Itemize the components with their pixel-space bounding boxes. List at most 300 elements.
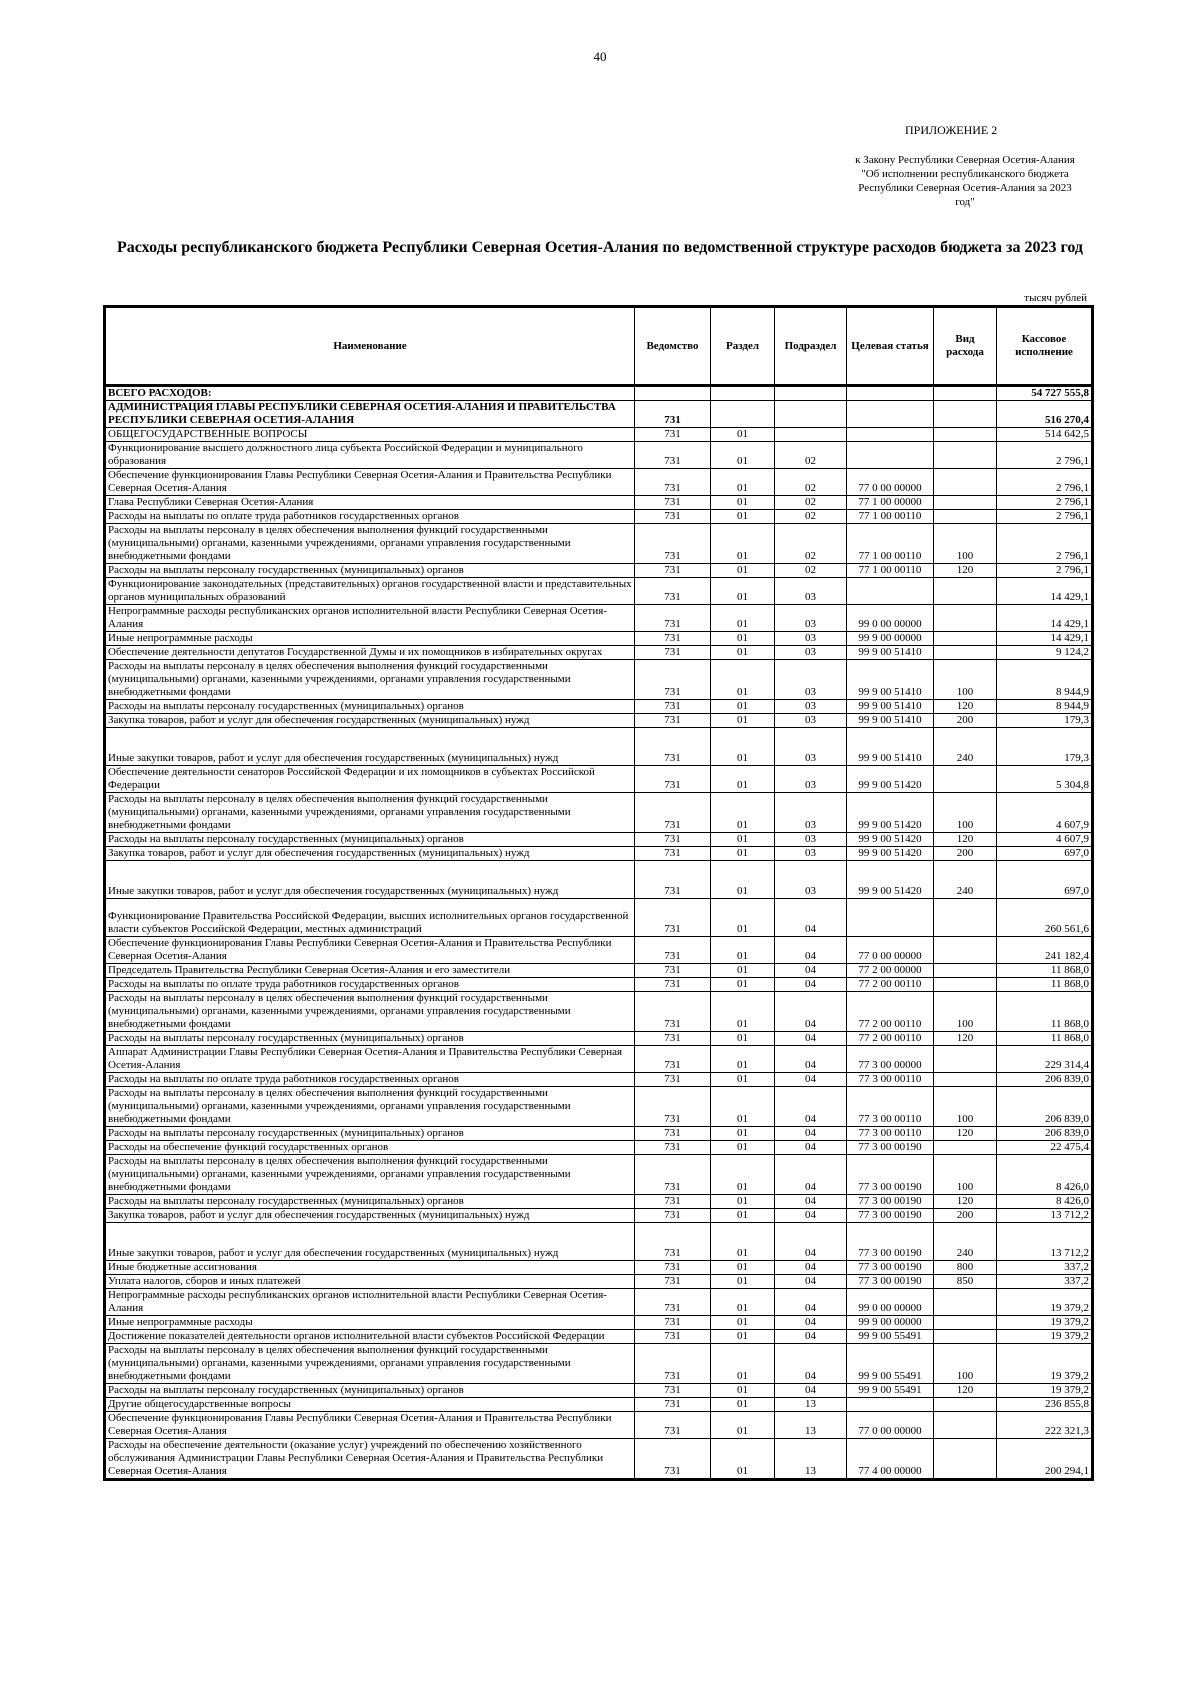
- row-subsection: 03: [775, 766, 847, 793]
- row-department: 731: [635, 1195, 711, 1209]
- row-subsection: [775, 428, 847, 442]
- row-name: Расходы на выплаты персоналу в целях обеспечения выполнения функций государственными (муниципальными) органами, казенными учреждениями, органами управления государственными внебюджетными фондами: [105, 1087, 635, 1127]
- row-expense-type: 120: [934, 1032, 997, 1046]
- row-name: Расходы на выплаты персоналу в целях обеспечения выполнения функций государственными (муниципальными) органами, казенными учреждениями, органами управления государственными внебюджетными фондами: [105, 524, 635, 564]
- row-section: 01: [711, 1261, 775, 1275]
- table-row: [105, 1412, 1093, 1439]
- header-name: Наименование: [105, 307, 635, 386]
- header-cash-execution: Кассовое исполнение: [997, 307, 1093, 386]
- row-department: 731: [635, 564, 711, 578]
- row-subsection: 04: [775, 1275, 847, 1289]
- table-row: [105, 1127, 1093, 1141]
- row-target-article: 77 2 00 00110: [847, 978, 934, 992]
- row-section: 01: [711, 1155, 775, 1195]
- row-amount: 8 944,9: [997, 660, 1093, 700]
- table-row: [105, 632, 1093, 646]
- row-subsection: 04: [775, 1261, 847, 1275]
- row-target-article: 77 2 00 00110: [847, 992, 934, 1032]
- row-name: Расходы на обеспечение функций государственных органов: [105, 1141, 635, 1155]
- row-department: 731: [635, 833, 711, 847]
- row-name: Функционирование высшего должностного лица субъекта Российской Федерации и муниципального образования: [105, 442, 635, 469]
- row-name: Функционирование законодательных (представительных) органов государственной власти и представительных органов муниципальных образований: [105, 578, 635, 605]
- row-department: 731: [635, 605, 711, 632]
- row-target-article: 77 0 00 00000: [847, 469, 934, 496]
- row-name: Обеспечение деятельности сенаторов Российской Федерации и их помощников в субъектах Российской Федерации: [105, 766, 635, 793]
- row-section: 01: [711, 510, 775, 524]
- row-section: 01: [711, 578, 775, 605]
- row-department: 731: [635, 632, 711, 646]
- row-target-article: 99 9 00 51420: [847, 793, 934, 833]
- row-expense-type: [934, 1398, 997, 1412]
- row-target-article: 77 3 00 00110: [847, 1127, 934, 1141]
- table-row: [105, 605, 1093, 632]
- row-section: 01: [711, 469, 775, 496]
- row-name: Расходы на выплаты персоналу государственных (муниципальных) органов: [105, 700, 635, 714]
- row-section: 01: [711, 660, 775, 700]
- page-number: 40: [593, 49, 607, 64]
- row-subsection: 03: [775, 861, 847, 899]
- row-subsection: 04: [775, 1195, 847, 1209]
- row-section: 01: [711, 646, 775, 660]
- row-section: 01: [711, 524, 775, 564]
- row-department: 731: [635, 428, 711, 442]
- header-target-article: Целевая статья: [847, 307, 934, 386]
- row-subsection: 04: [775, 937, 847, 964]
- table-row: [105, 564, 1093, 578]
- table-row: [105, 442, 1093, 469]
- row-target-article: 99 9 00 55491: [847, 1384, 934, 1398]
- row-amount: 4 607,9: [997, 793, 1093, 833]
- row-amount: 14 429,1: [997, 605, 1093, 632]
- row-section: 01: [711, 992, 775, 1032]
- row-name: Расходы на выплаты персоналу государственных (муниципальных) органов: [105, 1127, 635, 1141]
- row-name: Обеспечение функционирования Главы Республики Северная Осетия-Алания и Правительства Республики Северная Осетия-Алания: [105, 1412, 635, 1439]
- row-target-article: 99 9 00 00000: [847, 632, 934, 646]
- row-target-article: 77 1 00 00110: [847, 510, 934, 524]
- row-amount: 19 379,2: [997, 1344, 1093, 1384]
- row-department: 731: [635, 646, 711, 660]
- row-department: 731: [635, 1398, 711, 1412]
- row-name: ОБЩЕГОСУДАРСТВЕННЫЕ ВОПРОСЫ: [105, 428, 635, 442]
- row-department: 731: [635, 442, 711, 469]
- row-department: 731: [635, 1344, 711, 1384]
- row-amount: 206 839,0: [997, 1127, 1093, 1141]
- row-name: Аппарат Администрации Главы Республики Северная Осетия-Алания и Правительства Республики Северная Осетия-Алания: [105, 1046, 635, 1073]
- row-subsection: 04: [775, 1330, 847, 1344]
- row-target-article: 77 0 00 00000: [847, 1412, 934, 1439]
- table-row: [105, 1344, 1093, 1384]
- row-amount: 206 839,0: [997, 1087, 1093, 1127]
- row-section: 01: [711, 766, 775, 793]
- row-target-article: [847, 578, 934, 605]
- table-row: [105, 386, 1093, 401]
- row-expense-type: [934, 646, 997, 660]
- table-row: [105, 1046, 1093, 1073]
- row-amount: 222 321,3: [997, 1412, 1093, 1439]
- row-amount: 179,3: [997, 714, 1093, 728]
- row-department: 731: [635, 1275, 711, 1289]
- row-subsection: 03: [775, 714, 847, 728]
- row-name: АДМИНИСТРАЦИЯ ГЛАВЫ РЕСПУБЛИКИ СЕВЕРНАЯ ОСЕТИЯ-АЛАНИЯ И ПРАВИТЕЛЬСТВА РЕСПУБЛИКИ СЕВЕРНАЯ ОСЕТИЯ-АЛАНИЯ: [105, 401, 635, 428]
- row-expense-type: 120: [934, 833, 997, 847]
- row-section: 01: [711, 632, 775, 646]
- row-amount: 516 270,4: [997, 401, 1093, 428]
- row-name: Расходы на выплаты персоналу в целях обеспечения выполнения функций государственными (муниципальными) органами, казенными учреждениями, органами управления государственными внебюджетными фондами: [105, 660, 635, 700]
- row-subsection: [775, 401, 847, 428]
- row-section: 01: [711, 496, 775, 510]
- table-row: [105, 1195, 1093, 1209]
- row-amount: 2 796,1: [997, 442, 1093, 469]
- row-target-article: 77 3 00 00190: [847, 1223, 934, 1261]
- row-target-article: 77 2 00 00110: [847, 1032, 934, 1046]
- row-target-article: 77 2 00 00000: [847, 964, 934, 978]
- table-row: [105, 1439, 1093, 1480]
- row-target-article: 99 9 00 55491: [847, 1344, 934, 1384]
- table-row: [105, 861, 1093, 899]
- table-body: [105, 386, 1093, 1480]
- row-subsection: 03: [775, 793, 847, 833]
- row-department: 731: [635, 1439, 711, 1480]
- row-amount: 241 182,4: [997, 937, 1093, 964]
- row-department: 731: [635, 469, 711, 496]
- row-department: 731: [635, 861, 711, 899]
- table-row: [105, 510, 1093, 524]
- row-section: 01: [711, 1087, 775, 1127]
- row-amount: 11 868,0: [997, 978, 1093, 992]
- table-row: [105, 428, 1093, 442]
- row-target-article: 99 9 00 51410: [847, 660, 934, 700]
- row-expense-type: 120: [934, 1127, 997, 1141]
- row-department: 731: [635, 700, 711, 714]
- row-name: Расходы на выплаты персоналу государственных (муниципальных) органов: [105, 833, 635, 847]
- header-section: Раздел: [711, 307, 775, 386]
- row-section: 01: [711, 728, 775, 766]
- row-subsection: 02: [775, 442, 847, 469]
- row-expense-type: [934, 937, 997, 964]
- row-expense-type: 200: [934, 847, 997, 861]
- row-section: 01: [711, 442, 775, 469]
- row-department: 731: [635, 401, 711, 428]
- row-target-article: 99 0 00 00000: [847, 605, 934, 632]
- row-expense-type: [934, 401, 997, 428]
- row-department: 731: [635, 1087, 711, 1127]
- row-section: 01: [711, 1209, 775, 1223]
- row-subsection: 04: [775, 1223, 847, 1261]
- row-section: 01: [711, 1439, 775, 1480]
- row-subsection: 03: [775, 632, 847, 646]
- row-department: 731: [635, 1412, 711, 1439]
- row-expense-type: 850: [934, 1275, 997, 1289]
- row-department: 731: [635, 1289, 711, 1316]
- row-department: 731: [635, 510, 711, 524]
- table-row: [105, 766, 1093, 793]
- row-expense-type: 800: [934, 1261, 997, 1275]
- row-target-article: 99 9 00 51420: [847, 766, 934, 793]
- row-amount: 2 796,1: [997, 564, 1093, 578]
- row-subsection: 03: [775, 646, 847, 660]
- row-name: Иные закупки товаров, работ и услуг для обеспечения государственных (муниципальных) нужд: [105, 861, 635, 899]
- appendix-title: ПРИЛОЖЕНИЕ 2: [905, 123, 998, 137]
- row-amount: 514 642,5: [997, 428, 1093, 442]
- row-subsection: 03: [775, 578, 847, 605]
- table-row: [105, 1316, 1093, 1330]
- row-target-article: 77 3 00 00190: [847, 1275, 934, 1289]
- row-section: 01: [711, 1141, 775, 1155]
- row-name: Иные закупки товаров, работ и услуг для обеспечения государственных (муниципальных) нужд: [105, 728, 635, 766]
- row-section: 01: [711, 1316, 775, 1330]
- table-row: [105, 728, 1093, 766]
- row-department: 731: [635, 964, 711, 978]
- row-subsection: 04: [775, 1384, 847, 1398]
- row-expense-type: 100: [934, 660, 997, 700]
- row-expense-type: 100: [934, 1087, 997, 1127]
- row-subsection: 03: [775, 847, 847, 861]
- row-expense-type: [934, 605, 997, 632]
- row-name: ВСЕГО РАСХОДОВ:: [105, 386, 635, 401]
- row-amount: 14 429,1: [997, 578, 1093, 605]
- row-expense-type: 120: [934, 564, 997, 578]
- row-target-article: 77 1 00 00000: [847, 496, 934, 510]
- row-name: Иные закупки товаров, работ и услуг для обеспечения государственных (муниципальных) нужд: [105, 1223, 635, 1261]
- row-amount: 19 379,2: [997, 1316, 1093, 1330]
- row-name: Закупка товаров, работ и услуг для обеспечения государственных (муниципальных) нужд: [105, 714, 635, 728]
- table-row: [105, 1223, 1093, 1261]
- row-department: 731: [635, 524, 711, 564]
- row-amount: 8 426,0: [997, 1155, 1093, 1195]
- row-subsection: 03: [775, 660, 847, 700]
- row-subsection: 04: [775, 1289, 847, 1316]
- table-row: [105, 1384, 1093, 1398]
- units-label: тысяч рублей: [1024, 292, 1087, 304]
- row-amount: 11 868,0: [997, 992, 1093, 1032]
- row-target-article: 77 1 00 00110: [847, 564, 934, 578]
- row-expense-type: [934, 1439, 997, 1480]
- table-row: [105, 1087, 1093, 1127]
- row-department: 731: [635, 793, 711, 833]
- row-section: 01: [711, 899, 775, 937]
- row-amount: 8 426,0: [997, 1195, 1093, 1209]
- row-section: 01: [711, 1330, 775, 1344]
- row-target-article: 77 1 00 00110: [847, 524, 934, 564]
- row-amount: 8 944,9: [997, 700, 1093, 714]
- row-section: 01: [711, 847, 775, 861]
- row-name: Расходы на выплаты по оплате труда работников государственных органов: [105, 1073, 635, 1087]
- row-department: [635, 386, 711, 401]
- row-name: Расходы на выплаты персоналу государственных (муниципальных) органов: [105, 564, 635, 578]
- row-section: 01: [711, 714, 775, 728]
- row-department: 731: [635, 1330, 711, 1344]
- row-expense-type: [934, 1316, 997, 1330]
- row-section: [711, 386, 775, 401]
- row-section: 01: [711, 1412, 775, 1439]
- row-name: Председатель Правительства Республики Северная Осетия-Алания и его заместители: [105, 964, 635, 978]
- row-amount: 337,2: [997, 1261, 1093, 1275]
- row-name: Другие общегосударственные вопросы: [105, 1398, 635, 1412]
- row-target-article: 77 3 00 00190: [847, 1261, 934, 1275]
- row-subsection: 02: [775, 510, 847, 524]
- row-section: 01: [711, 1344, 775, 1384]
- row-amount: 229 314,4: [997, 1046, 1093, 1073]
- row-name: Иные непрограммные расходы: [105, 1316, 635, 1330]
- row-name: Достижение показателей деятельности органов исполнительной власти субъектов Российской Федерации: [105, 1330, 635, 1344]
- row-target-article: 77 4 00 00000: [847, 1439, 934, 1480]
- row-section: 01: [711, 964, 775, 978]
- row-department: 731: [635, 1046, 711, 1073]
- row-subsection: 03: [775, 833, 847, 847]
- row-subsection: 04: [775, 1032, 847, 1046]
- row-target-article: 77 3 00 00110: [847, 1087, 934, 1127]
- row-department: 731: [635, 1384, 711, 1398]
- row-expense-type: [934, 442, 997, 469]
- row-target-article: 99 9 00 55491: [847, 1330, 934, 1344]
- row-target-article: 77 3 00 00190: [847, 1209, 934, 1223]
- row-expense-type: [934, 899, 997, 937]
- row-section: 01: [711, 1398, 775, 1412]
- row-subsection: 02: [775, 524, 847, 564]
- row-target-article: 77 3 00 00000: [847, 1046, 934, 1073]
- row-expense-type: 240: [934, 728, 997, 766]
- table-row: [105, 937, 1093, 964]
- table-row: [105, 833, 1093, 847]
- row-subsection: 02: [775, 564, 847, 578]
- row-name: Иные бюджетные ассигнования: [105, 1261, 635, 1275]
- row-amount: 697,0: [997, 847, 1093, 861]
- row-expense-type: [934, 510, 997, 524]
- row-department: 731: [635, 1261, 711, 1275]
- row-expense-type: [934, 1073, 997, 1087]
- row-name: Непрограммные расходы республиканских органов исполнительной власти Республики Северная Осетия-Алания: [105, 605, 635, 632]
- table-row: [105, 899, 1093, 937]
- row-name: Закупка товаров, работ и услуг для обеспечения государственных (муниципальных) нужд: [105, 847, 635, 861]
- row-department: 731: [635, 899, 711, 937]
- row-target-article: 77 3 00 00110: [847, 1073, 934, 1087]
- table-row: [105, 1289, 1093, 1316]
- row-department: 731: [635, 1223, 711, 1261]
- row-expense-type: [934, 578, 997, 605]
- row-name: Непрограммные расходы республиканских органов исполнительной власти Республики Северная Осетия-Алания: [105, 1289, 635, 1316]
- table-row: [105, 847, 1093, 861]
- row-subsection: 02: [775, 496, 847, 510]
- row-name: Расходы на выплаты по оплате труда работников государственных органов: [105, 510, 635, 524]
- row-expense-type: [934, 469, 997, 496]
- row-amount: 14 429,1: [997, 632, 1093, 646]
- row-expense-type: 100: [934, 1155, 997, 1195]
- row-target-article: 77 0 00 00000: [847, 937, 934, 964]
- row-expense-type: [934, 496, 997, 510]
- table-row: [105, 978, 1093, 992]
- row-expense-type: [934, 766, 997, 793]
- row-section: 01: [711, 564, 775, 578]
- table-row: [105, 793, 1093, 833]
- row-expense-type: 100: [934, 793, 997, 833]
- row-name: Иные непрограммные расходы: [105, 632, 635, 646]
- table-row: [105, 1155, 1093, 1195]
- table-row: [105, 496, 1093, 510]
- row-amount: 5 304,8: [997, 766, 1093, 793]
- row-amount: 2 796,1: [997, 510, 1093, 524]
- row-subsection: 04: [775, 1046, 847, 1073]
- row-amount: 236 855,8: [997, 1398, 1093, 1412]
- table-row: [105, 992, 1093, 1032]
- row-name: Расходы на выплаты персоналу в целях обеспечения выполнения функций государственными (муниципальными) органами, казенными учреждениями, органами управления государственными внебюджетными фондами: [105, 1344, 635, 1384]
- row-name: Уплата налогов, сборов и иных платежей: [105, 1275, 635, 1289]
- table-row: [105, 964, 1093, 978]
- row-subsection: 04: [775, 1155, 847, 1195]
- row-section: [711, 401, 775, 428]
- row-amount: 11 868,0: [997, 1032, 1093, 1046]
- table-header-row: [105, 307, 1093, 386]
- row-target-article: [847, 401, 934, 428]
- row-expense-type: [934, 386, 997, 401]
- row-department: 731: [635, 714, 711, 728]
- row-expense-type: [934, 1141, 997, 1155]
- row-section: 01: [711, 1195, 775, 1209]
- row-department: 731: [635, 728, 711, 766]
- row-amount: 13 712,2: [997, 1223, 1093, 1261]
- row-amount: 9 124,2: [997, 646, 1093, 660]
- row-name: Расходы на выплаты персоналу государственных (муниципальных) органов: [105, 1032, 635, 1046]
- row-amount: 206 839,0: [997, 1073, 1093, 1087]
- row-department: 731: [635, 1155, 711, 1195]
- row-expense-type: 120: [934, 1195, 997, 1209]
- row-name: Расходы на выплаты персоналу в целях обеспечения выполнения функций государственными (муниципальными) органами, казенными учреждениями, органами управления государственными внебюджетными фондами: [105, 1155, 635, 1195]
- row-expense-type: 100: [934, 992, 997, 1032]
- row-expense-type: [934, 1412, 997, 1439]
- row-name: Глава Республики Северная Осетия-Алания: [105, 496, 635, 510]
- row-section: 01: [711, 700, 775, 714]
- row-subsection: 04: [775, 1316, 847, 1330]
- row-section: 01: [711, 1275, 775, 1289]
- row-section: 01: [711, 861, 775, 899]
- table-row: [105, 700, 1093, 714]
- row-name: Обеспечение функционирования Главы Республики Северная Осетия-Алания и Правительства Республики Северная Осетия-Алания: [105, 469, 635, 496]
- row-department: 731: [635, 766, 711, 793]
- row-section: 01: [711, 937, 775, 964]
- table-row: [105, 1141, 1093, 1155]
- table-row: [105, 646, 1093, 660]
- row-section: 01: [711, 1289, 775, 1316]
- row-amount: 2 796,1: [997, 524, 1093, 564]
- header-department: Ведомство: [635, 307, 711, 386]
- row-name: Расходы на выплаты персоналу государственных (муниципальных) органов: [105, 1384, 635, 1398]
- row-department: 731: [635, 1127, 711, 1141]
- header-expense-type: Вид расхода: [934, 307, 997, 386]
- row-name: Расходы на выплаты по оплате труда работников государственных органов: [105, 978, 635, 992]
- row-subsection: 04: [775, 964, 847, 978]
- row-section: 01: [711, 1127, 775, 1141]
- row-section: 01: [711, 793, 775, 833]
- row-section: 01: [711, 1032, 775, 1046]
- row-department: 731: [635, 978, 711, 992]
- row-subsection: 13: [775, 1412, 847, 1439]
- appendix-text: к Закону Республики Северная Осетия-Алания "Об исполнении республиканского бюджета Республики Северная Осетия-Алания за 2023 год": [855, 154, 1075, 208]
- table-row: [105, 1073, 1093, 1087]
- row-expense-type: [934, 428, 997, 442]
- row-subsection: 02: [775, 469, 847, 496]
- row-target-article: 77 3 00 00190: [847, 1141, 934, 1155]
- table-row: [105, 1275, 1093, 1289]
- table-row: [105, 1209, 1093, 1223]
- row-target-article: 99 9 00 51410: [847, 646, 934, 660]
- document-title: Расходы республиканского бюджета Республики Северная Осетия-Алания по ведомственной структуре расходов бюджета за 2023 год: [117, 239, 1083, 256]
- row-expense-type: [934, 978, 997, 992]
- row-department: 731: [635, 1316, 711, 1330]
- row-expense-type: [934, 1046, 997, 1073]
- row-target-article: 99 9 00 51420: [847, 847, 934, 861]
- row-subsection: 13: [775, 1398, 847, 1412]
- row-subsection: 03: [775, 728, 847, 766]
- row-section: 01: [711, 978, 775, 992]
